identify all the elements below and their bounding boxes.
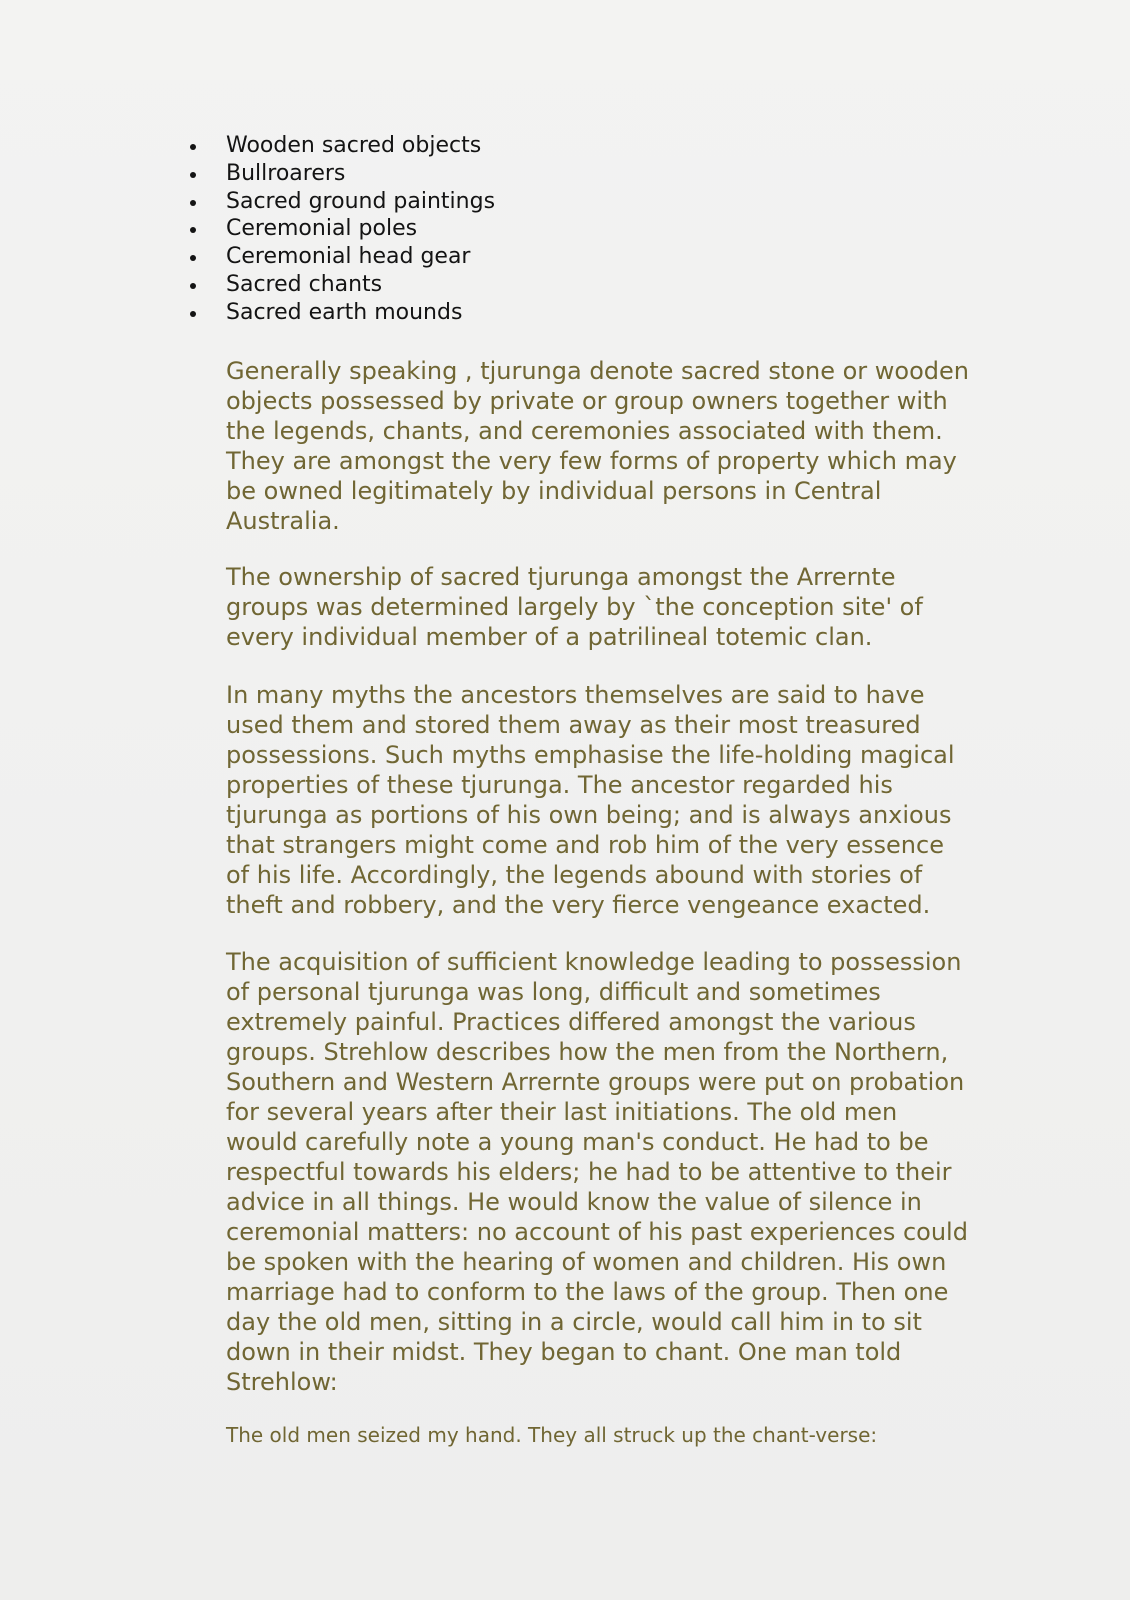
list-item-text: Bullroarers — [226, 160, 346, 186]
list-item-text: Sacred ground paintings — [226, 188, 496, 214]
quote-line: The old men seized my hand. They all struck up the chant-verse: — [226, 1423, 878, 1447]
list-item-text: Wooden sacred objects — [226, 133, 482, 158]
paragraph-tjurunga-definition: Generally speaking , tjurunga denote sacred stone or wooden objects possessed by private or group owners together with the legends, chants, and ceremonies associated with them. They are amongst the very few forms of property which may be owned legitimately by individual persons in Central Australia. — [226, 357, 970, 535]
list-item-text: Ceremonial poles — [226, 216, 418, 242]
paragraph-acquisition: The acquisition of sufficient knowledge leading to possession of personal tjurunga was long, difficult and sometimes extremely painful. Practices differed amongst the various groups. Strehlow describes how the men from the Northern, Southern and Western Arrernte groups were put on probation for several years after their last initiations. The old men would carefully note a young man's conduct. He had to be respectful towards his elders; he had to be attentive to their advice in all things. He would know the value of silence in ceremonial matters: no account of his past experiences could be spoken with the hearing of women and children. His own marriage had to conform to the laws of the group. Then one day the old men, sitting in a circle, would call him in to sit down in their midst. They began to chant. One man told Strehlow: — [226, 948, 968, 1396]
list-item-text: Sacred earth mounds — [226, 299, 463, 325]
paragraph-ownership: The ownership of sacred tjurunga amongst the Arrernte groups was determined largely by `the conception site' of every individual member of a patrilineal totemic clan. — [226, 563, 923, 651]
list-item-text: Ceremonial head gear — [226, 244, 471, 270]
list-item-text: Sacred chants — [226, 271, 383, 297]
bullet-icon — [190, 311, 196, 317]
bullet-icon — [190, 200, 196, 206]
bullet-icon — [190, 144, 196, 150]
bullet-icon — [190, 227, 196, 233]
bullet-icon — [190, 255, 196, 261]
paragraph-myths: In many myths the ancestors themselves are said to have used them and stored them away as their most treasured possessions. Such myths emphasise the life-holding magical properties of these tjurunga. The ancestor regarded his tjurunga as portions of his own being; and is always anxious that strangers might come and rob him of the very essence of his life. Accordingly, the legends abound with stories of theft and robbery, and the very fierce vengeance exacted. — [226, 681, 955, 919]
bullet-icon — [190, 172, 196, 178]
bullet-icon — [190, 283, 196, 289]
